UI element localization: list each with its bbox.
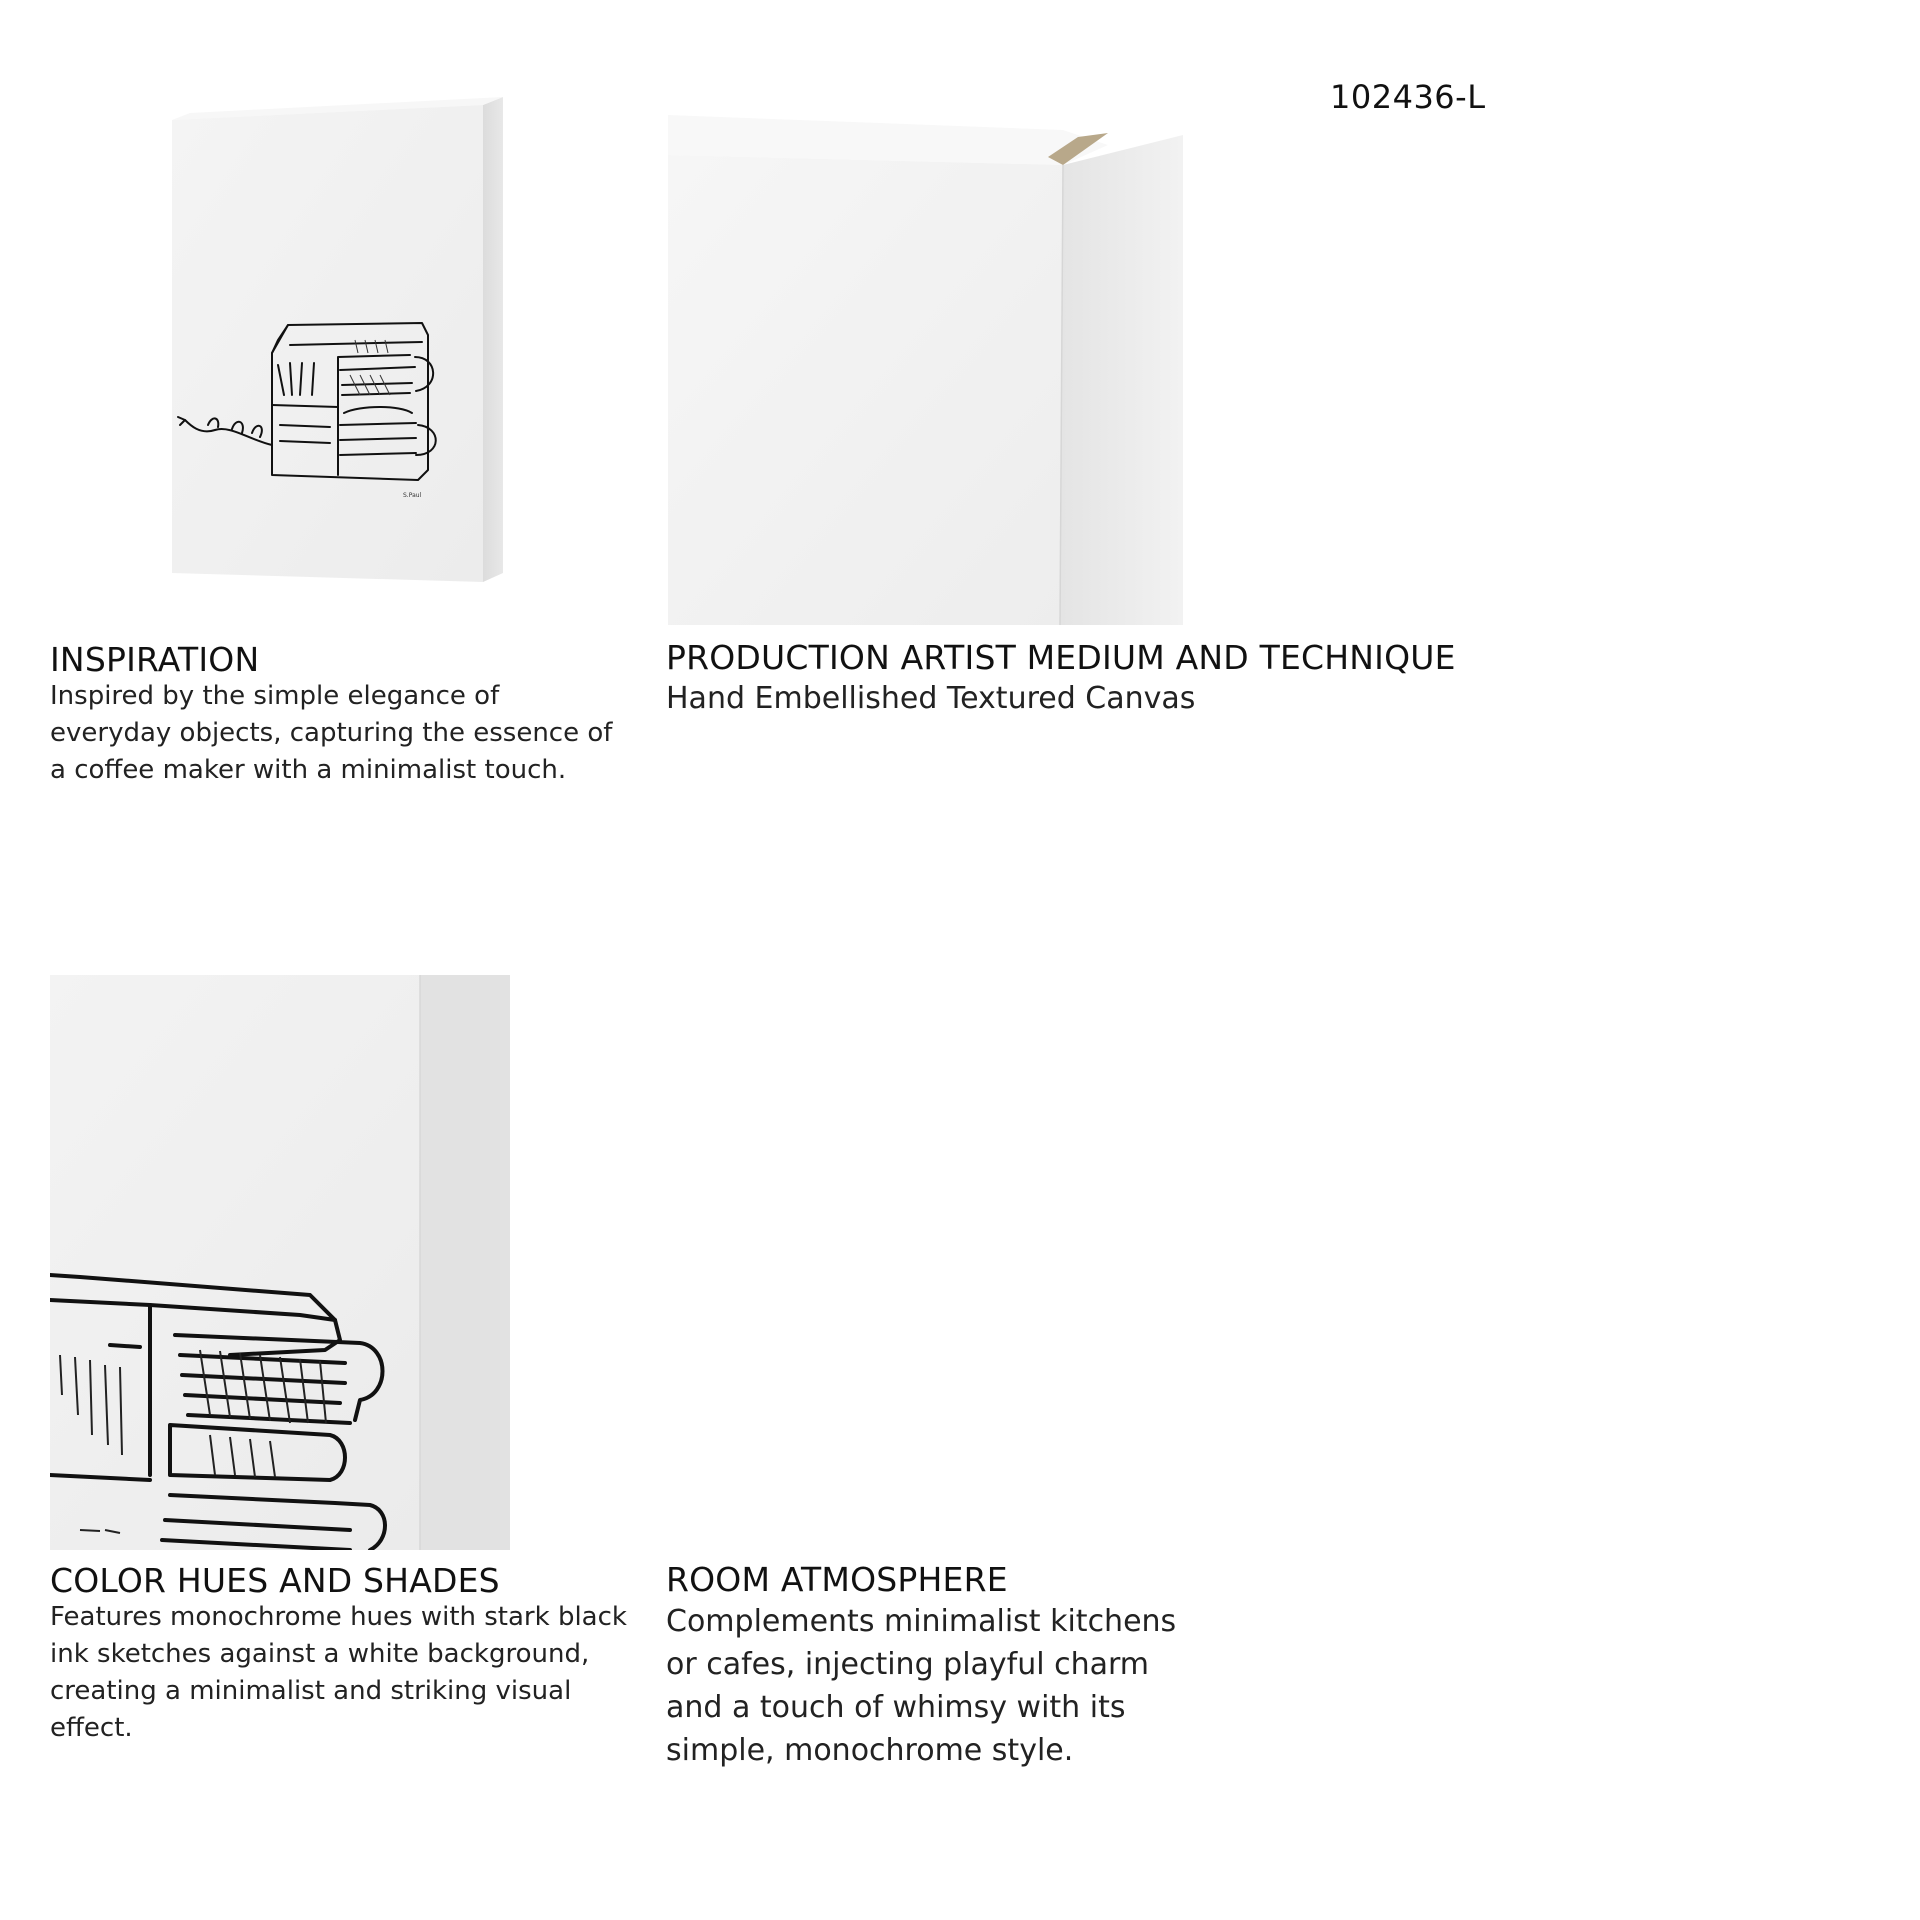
- svg-text:S.Paul: S.Paul: [403, 492, 422, 499]
- room-body: Complements minimalist kitchens or cafes, injecting playful charm and a touch of whimsy with its simple, monochrome style.: [666, 1604, 1177, 1768]
- canvas-front-photo: [160, 95, 520, 585]
- canvas-corner-photo: [668, 115, 1186, 625]
- color-heading: COLOR HUES AND SHADES: [50, 1561, 500, 1600]
- sketch-closeup-photo: [50, 975, 510, 1550]
- color-body: Features monochrome hues with stark black ink sketches against a white background, creating a minimalist and striking visual effect.: [50, 1602, 627, 1743]
- medium-heading: PRODUCTION ARTIST MEDIUM AND TECHNIQUE: [666, 638, 1456, 677]
- room-heading: ROOM ATMOSPHERE: [666, 1560, 1008, 1599]
- inspiration-body: Inspired by the simple elegance of everyday objects, capturing the essence of a coffee maker with a minimalist touch.: [50, 681, 613, 785]
- medium-body: Hand Embellished Textured Canvas: [666, 681, 1196, 716]
- inspiration-heading: INSPIRATION: [50, 640, 260, 679]
- product-sku: 102436-L: [1330, 78, 1486, 116]
